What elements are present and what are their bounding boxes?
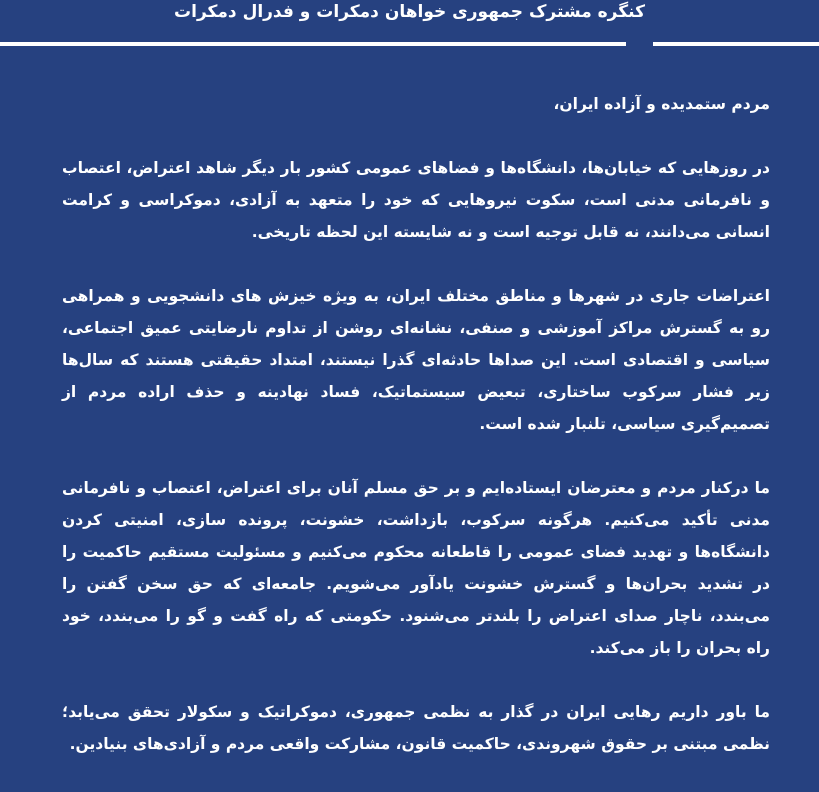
page-title: کنگره مشترک جمهوری خواهان دمکرات و فدرال دمکرات xyxy=(174,2,645,22)
letter-paragraph: در روزهایی که خیابان‌ها، دانشگاه‌ها و فضاهای عمومی کشور بار دیگر شاهد اعتراض، اعتصاب و نافرمانی مدنی است، سکوت نیروهایی که خود را متعهد به آزادی، دموکراسی و کرامت انسانی می‌دانند، نه قابل توجیه است و نه شایسته این لحظه تاریخی. xyxy=(62,159,770,241)
letter-paragraph: ما باور داریم رهایی ایران در گذار به نظمی جمهوری، دموکراتیک و سکولار تحقق می‌یابد؛ نظمی مبتنی بر حقوق شهروندی، حاکمیت قانون، مشارکت واقعی مردم و آزادی‌های بنیادین. xyxy=(62,703,770,753)
letter-paragraph: اعتراضات جاری در شهرها و مناطق مختلف ایران، به ویژه خیزش های دانشجویی و همراهی رو به گسترش مراکز آموزشی و صنفی، نشانه‌ای روشن از تداوم نارضایتی عمیق اجتماعی، سیاسی و اقتصادی است. این صداها حادثه‌ای گذرا نیستند، امتداد حقیقتی هستند که سال‌ها زیر فشار سرکوب ساختاری، تبعیض سیستماتیک، فساد نهادینه و حذف اراده مردم از تصمیم‌گیری سیاسی، تلنبار شده است. xyxy=(62,287,770,433)
letter-greeting: مردم ستمدیده و آزاده ایران، xyxy=(553,95,770,113)
header-divider-right xyxy=(653,42,819,46)
header-divider-left xyxy=(0,42,626,46)
header-bar xyxy=(0,0,819,60)
letter-paragraph: ما درکنار مردم و معترضان ایستاده‌ایم و بر حق مسلم آنان برای اعتراض، اعتصاب و نافرمانی مدنی تأکید می‌کنیم. هرگونه سرکوب، بازداشت، خشونت، پرونده سازی، امنیتی کردن دانشگاه‌ها و تهدید فضای عمومی را قاطعانه محکوم می‌کنیم و مسئولیت مستقیم حاکمیت را در تشدید بحران‌ها و گسترش خشونت یادآور می‌شویم. جامعه‌ای که حق سخن گفتن را می‌بندد، ناچار صدای اعتراض را بلندتر می‌شنود. حکومتی که راه گفت و گو را می‌بندد، خود راه بحران را باز می‌کند. xyxy=(62,479,770,657)
letter-body xyxy=(62,88,770,792)
